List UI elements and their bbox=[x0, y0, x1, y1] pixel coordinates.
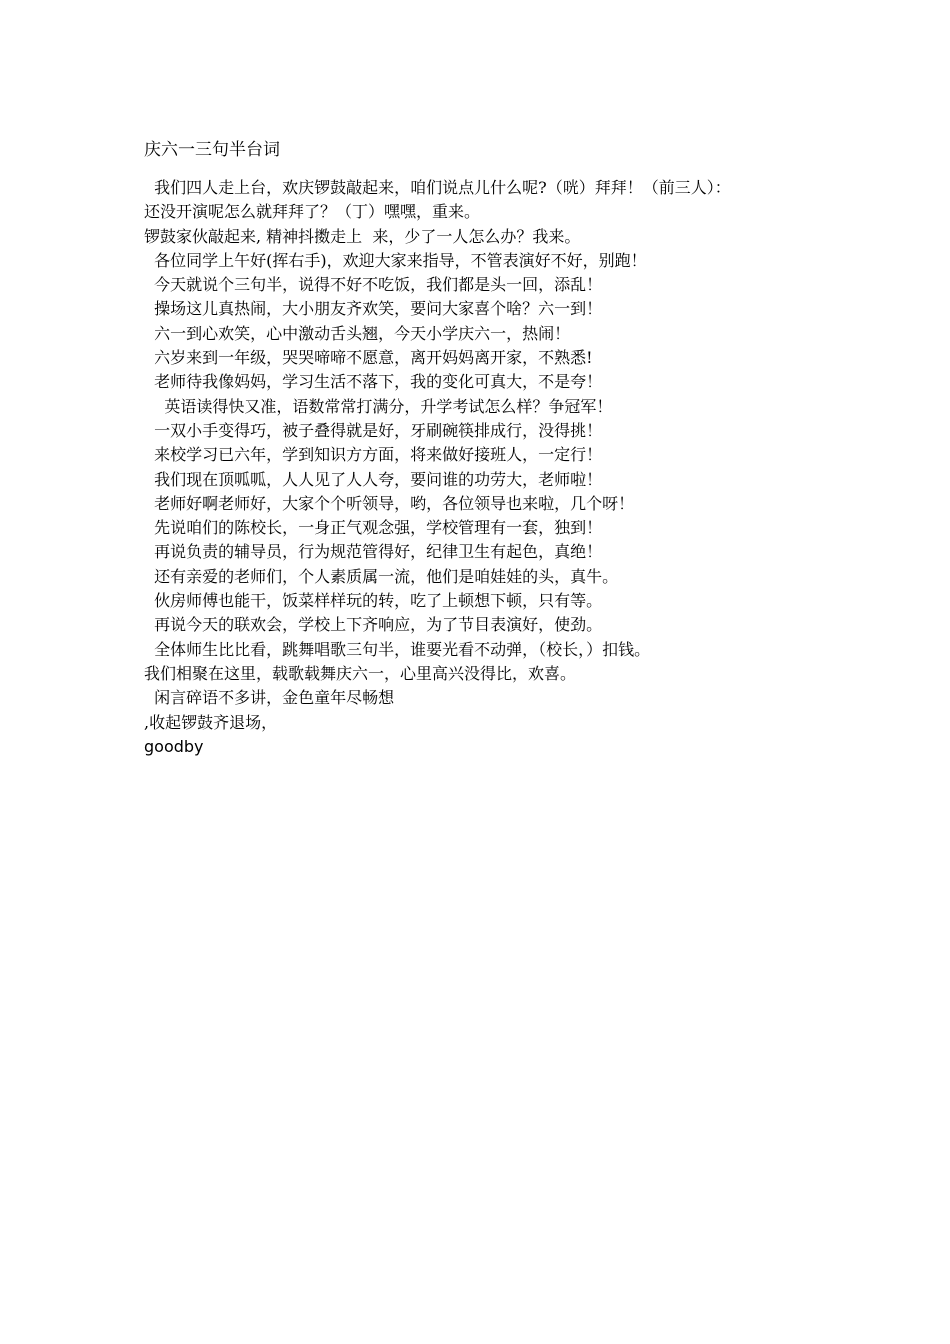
text-line: 还有亲爱的老师们，个人素质属一流，他们是咱娃娃的头，真牛。 bbox=[144, 566, 619, 586]
text-line: 操场这儿真热闹，大小朋友齐欢笑，要问大家喜个啥？六一到！ bbox=[144, 299, 603, 319]
text-line: 还没开演呢怎么就拜拜了？（丁）嘿嘿，重来。 bbox=[144, 202, 481, 222]
text-line: 来校学习已六年，学到知识方方面，将来做好接班人，一定行！ bbox=[144, 445, 603, 465]
text-line: 我们现在顶呱呱，人人见了人人夸，要问谁的功劳大，老师啦！ bbox=[144, 469, 603, 489]
text-line: 英语读得快又准，语数常常打满分，升学考试怎么样？争冠军！ bbox=[144, 396, 613, 416]
text-line: 我们四人走上台，欢庆锣鼓敲起来，咱们说点儿什么呢?（咣）拜拜！（前三人）： bbox=[144, 178, 731, 197]
text-line: 伙房师傅也能干，饭菜样样玩的转，吃了上顿想下顿，只有等。 bbox=[144, 591, 603, 611]
text-line: 一双小手变得巧，被子叠得就是好，牙刷碗筷排成行，没得挑！ bbox=[144, 420, 603, 440]
text-line: 全体师生比比看，跳舞唱歌三句半，谁要光看不动弹，（校长，）扣钱。 bbox=[144, 639, 651, 659]
text-line: ,收起锣鼓齐退场， bbox=[144, 712, 278, 732]
text-line: 今天就说个三句半，说得不好不吃饭，我们都是头一回，添乱！ bbox=[144, 275, 603, 295]
text-line: 我们相聚在这里，载歌载舞庆六一，心里高兴没得比，欢喜。 bbox=[144, 663, 577, 683]
text-line: 六一到心欢笑，心中激动舌头翘，今天小学庆六一，热闹！ bbox=[144, 323, 571, 343]
text-line: 闲言碎语不多讲，金色童年尽畅想 bbox=[144, 688, 395, 708]
text-line: 老师待我像妈妈，学习生活不落下，我的变化可真大，不是夸！ bbox=[144, 372, 603, 392]
text-line: 先说咱们的陈校长，一身正气观念强，学校管理有一套，独到！ bbox=[144, 518, 603, 538]
document-body bbox=[144, 176, 824, 759]
text-line: 六岁来到一年级，哭哭啼啼不愿意，离开妈妈离开家，不熟悉! bbox=[144, 348, 593, 368]
text-line: 再说负责的辅导员，行为规范管得好，纪律卫生有起色，真绝！ bbox=[144, 542, 603, 562]
text-line: goodby bbox=[144, 736, 204, 756]
text-line: 再说今天的联欢会，学校上下齐响应，为了节目表演好，使劲。 bbox=[144, 615, 603, 635]
document-title: 庆六一三句半台词 bbox=[144, 140, 280, 160]
text-line: 各位同学上午好(挥右手)，欢迎大家来指导，不管表演好不好，别跑！ bbox=[144, 250, 647, 270]
text-line: 锣鼓家伙敲起来, 精神抖擞走上 来，少了一人怎么办？我来。 bbox=[144, 226, 581, 246]
text-line: 老师好啊老师好，大家个个听领导，哟，各位领导也来啦，几个呀！ bbox=[144, 493, 635, 513]
